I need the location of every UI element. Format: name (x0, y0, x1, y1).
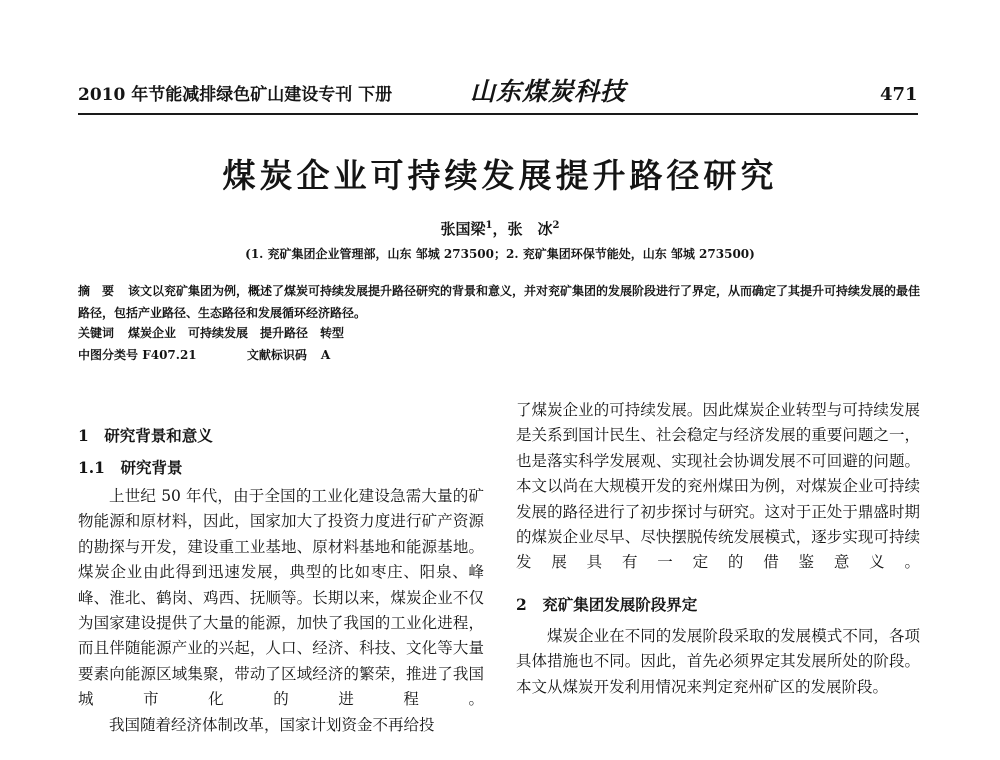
author-name: 张国梁 (440, 220, 486, 238)
body-paragraph: 我国随着经济体制改革，国家计划资金不再给投 (109, 715, 435, 734)
classification-label: 中图分类号 (78, 348, 139, 362)
keywords (78, 324, 344, 341)
affiliation-mark: 2 (552, 220, 560, 231)
section-heading: 2 兖矿集团发展阶段界定 (516, 594, 698, 614)
author-line (0, 218, 1000, 239)
keywords-text: 煤炭企业 可持续发展 提升路径 转型 (128, 326, 345, 340)
header-divider (78, 113, 918, 115)
section-heading: 1 研究背景和意义 (78, 426, 213, 445)
body-paragraph: 了煤炭企业的可持续发展。因此煤炭企业转型与可持续发展是关系到国计民生、社会稳定与经济发展的重要问题之一，也是落实科学发展观、实现社会协调发展不可回避的问题。本文以尚在大规模开发的兖州煤田为例，对煤炭企业可持续发展的路径进行了初步探讨与研究。这对于正处于鼎盛时期的煤炭企业尽早、尽快摆脱传统发展模式，逐步实现可持续发展具有一定的借鉴意义。 (516, 401, 920, 572)
abstract-label: 摘 要 (78, 284, 115, 298)
page-number: 471 (880, 84, 918, 105)
left-column (78, 420, 484, 738)
subsection-heading: 1.1 研究背景 (78, 458, 183, 477)
doc-code-label: 文献标识码 (246, 348, 307, 362)
abstract (78, 280, 923, 324)
running-header: 2010 年节能减排绿色矿山建设专刊 下册 (78, 85, 393, 105)
journal-logo: 山东煤炭科技 (470, 77, 627, 106)
affiliations: (1. 兖矿集团企业管理部，山东 邹城 273500；2. 兖矿集团环保节能处，山东 邹城 273500) (245, 247, 755, 261)
right-column (516, 398, 920, 700)
keywords-label: 关键词 (78, 326, 115, 340)
author-name: 张 冰 (507, 220, 553, 238)
classification-line (78, 346, 330, 363)
doc-code: A (320, 348, 331, 362)
body-paragraph: 上世纪 50 年代，由于全国的工业化建设急需大量的矿物能源和原材料，因此，国家加大了投资力度进行矿产资源的勘探与开发，建设重工业基地、原材料基地和能源基地。煤炭企业由此得到迅速发展，典型的比如枣庄、阳泉、峰峰、淮北、鹤岗、鸡西、抚顺等。长期以来，煤炭企业不仅为国家建设提供了大量的能源，加快了我国的工业化进程，而且伴随能源产业的兴起，人口、经济、科技、文化等大量要素向能源区域集聚，带动了区域经济的繁荣，推进了我国城市化的进程。 (78, 487, 484, 709)
article-title: 煤炭企业可持续发展提升路径研究 (222, 156, 778, 195)
classification-code: F407.21 (142, 348, 197, 362)
abstract-text: 该文以兖矿集团为例，概述了煤炭可持续发展提升路径研究的背景和意义，并对兖矿集团的发展阶段进行了界定，从而确定了其提升可持续发展的最佳路径，包括产业路径、生态路径和发展循环经济路径。 (78, 284, 921, 320)
body-paragraph: 煤炭企业在不同的发展阶段采取的发展模式不同，各项具体措施也不同。因此，首先必须界定其发展所处的阶段。本文从煤炭开发利用情况来判定兖州矿区的发展阶段。 (516, 626, 920, 696)
author-separator: ， (492, 220, 508, 238)
affiliation-mark: 1 (485, 220, 493, 231)
